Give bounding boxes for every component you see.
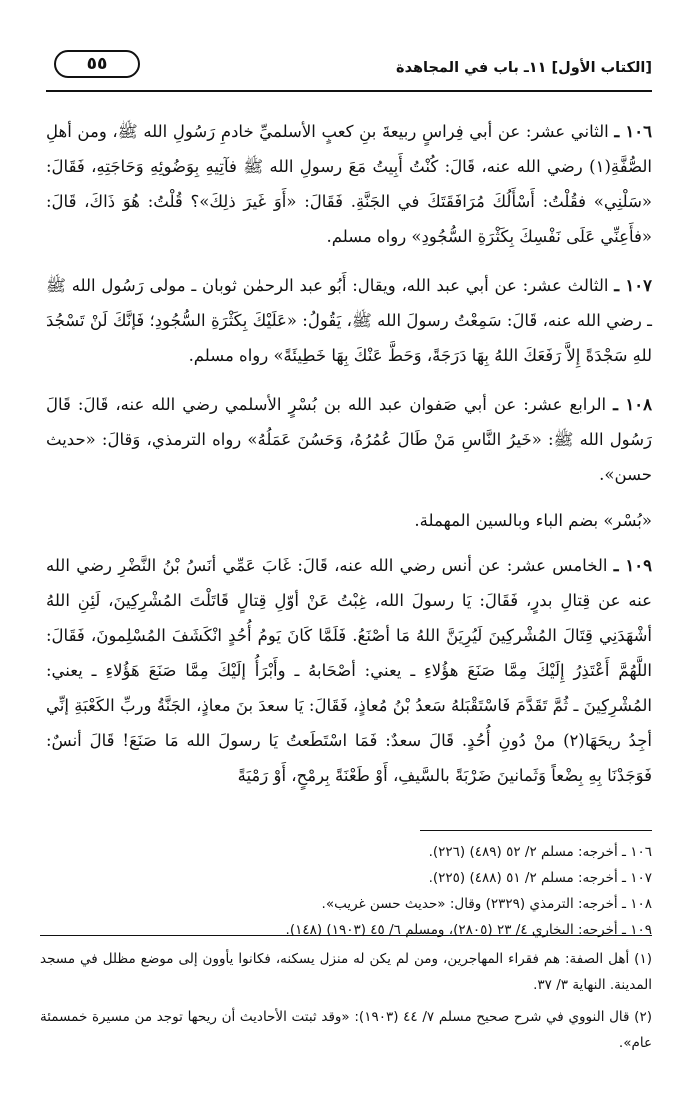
source-line: ١٠٧ ـ أخرجه: مسلم ٢/ ٥١ (٤٨٨) (٢٢٥).	[428, 870, 652, 886]
hadith-106	[46, 114, 652, 254]
page-number-frame	[54, 50, 140, 78]
source-line: ١٠٦ ـ أخرجه: مسلم ٢/ ٥٢ (٤٨٩) (٢٢٦).	[428, 844, 652, 860]
hadith-text: الرابع عشر: عن أبي صَفوان عبد الله بن بُسْرٍ الأسلمي رضي الله عنه، قَالَ: قَالَ رَسُول الله ﷺ: «خَيرُ النَّاسِ مَنْ طَالَ عُمُرُهُ، وَحَسُنَ عَمَلُهُ» رواه الترمذي، وَقالَ: «حديث حسن».	[46, 395, 652, 484]
chapter-title: [الكتاب الأول] ١١ـ باب في المجاهدة	[396, 60, 652, 76]
hadith-109	[46, 548, 652, 793]
hadith-text: الخامس عشر: عن أنس رضي الله عنه، قَالَ: غَابَ عَمِّي أنَسُ بْنُ النَّضْرِ رضي الله عنه عن قِتالِ بدرٍ، فَقَالَ: يَا رسولَ الله، غِبْتُ عَنْ أوّلِ قِتالٍ قَاتَلْتَ المُشْرِكِينَ، لَئِنِ اللهُ أشْهَدَنِي قِتَالَ المُشْركِينَ لَيُرِيَنَّ اللهُ مَا أصْنَعُ. فَلَمَّا كَانَ يَومُ أُحُدٍ انْكَشَفَ المُسْلِمونَ، فَقَالَ: اللَّهُمَّ أَعْتَذِرُ إِلَيْكَ مِمَّا صَنَعَ هؤُلاءِ ـ يعني: أصْحَابهُ ـ وأَبْرَأُ إلَيْكَ مِمَّا صَنَعَ هَؤُلاءِ ـ يعني: المُشْرِكِينَ ـ ثُمَّ تَقَدَّمَ فَاسْتَقْبَلهُ سَعدُ بْنُ مُعاذٍ، فَقَالَ: يَا سعدَ بنَ معاذٍ، الجَنَّةُ وربِّ الكَعْبَةِ إنِّي أجِدُ ريحَهَا(٢) منْ دُونِ أُحُدٍ. قَالَ سعدٌ: فَمَا اسْتَطَعتُ يَا رسولَ الله مَا صَنَعَ! قَالَ أنسٌ: فَوَجَدْنَا بِهِ بِضْعاً وَثَمانينَ ضَرْبَةً بالسَّيفِ، أَوْ طَعْنَةً بِرمْحٍ، أَوْ رَمْيَةً	[46, 556, 652, 785]
hadith-108	[46, 387, 652, 492]
source-line: ١٠٩ ـ أخرجه: البخاري ٤/ ٢٣ (٢٨٠٥)، ومسلم ٦/ ٤٥ (١٩٠٣) (١٤٨).	[285, 922, 652, 938]
page-number: ٥٥	[86, 54, 108, 74]
spelling-note: «بُسْر» بضم الباء وبالسين المهملة.	[414, 511, 652, 530]
header-rule	[46, 90, 652, 92]
hadith-text: الثالث عشر: عن أبي عبد الله، ويقال: أَبُو عبد الرحمٰن ثوبان ـ مولى رَسُول الله ﷺ ـ رضي الله عنه، قَالَ: سَمِعْتُ رسولَ الله ﷺ، يَقُولُ: «عَلَيْكَ بِكَثْرَةِ السُّجُودِ؛ فَإنَّكَ لَنْ تَسْجُدَ للهِ سَجْدَةً إِلاَّ رَفَعَكَ اللهُ بِهَا دَرَجَةً، وَحَطَّ عَنْكَ بِهَا خَطِيئَةً» رواه مسلم.	[46, 276, 652, 365]
footnote-1: (١) أهل الصفة: هم فقراء المهاجرين، ومن لم يكن له منزل يسكنه، فكانوا يأوون إلى موضع مظلل في مسجد المدينة. النهاية ٣/ ٣٧.	[40, 951, 652, 993]
hadith-number: ١٠٨ ـ	[613, 395, 652, 414]
hadith-text: الثاني عشر: عن أبي فِراسٍ ربيعةَ بنِ كعبٍ الأسلميِّ خادمِ رَسُولِ الله ﷺ، ومن أهلِ الصُّفَّةِ(١) رضي الله عنه، قَالَ: كُنْتُ أَبِيتُ مَعَ رسولِ الله ﷺ فآتِيهِ بِوَضُوئِهِ وَحَاجَتِهِ، فَقَالَ: «سَلْنِي» فقُلْتُ: أَسْأَلُكَ مُرَافَقَتَكَ في الجَنَّةِ. فَقَالَ: «أَوَ غَيرَ ذلِكَ»؟ قُلْتُ: هُوَ ذَاكَ، قَالَ: «فأَعِنِّي عَلَى نَفْسِكَ بِكَثْرَةِ السُّجُودِ» رواه مسلم.	[46, 122, 652, 246]
footnote-2: (٢) قال النووي في شرح صحيح مسلم ٧/ ٤٤ (١٩٠٣): «وقد ثبتت الأحاديث أن ريحها توجد من مسيرة خمسمئة عام».	[40, 1009, 652, 1051]
main-text	[46, 114, 652, 807]
source-line: ١٠٨ ـ أخرجه: الترمذي (٢٣٢٩) وقال: «حديث حسن غريب».	[321, 896, 652, 912]
section-divider	[420, 830, 652, 831]
hadith-107	[46, 268, 652, 373]
footnote-divider	[40, 935, 652, 936]
footnotes-section	[40, 935, 652, 1062]
hadith-number: ١٠٩ ـ	[613, 556, 652, 575]
hadith-number: ١٠٧ ـ	[614, 276, 652, 295]
hadith-number: ١٠٦ ـ	[614, 122, 652, 141]
takhrij-section	[46, 830, 652, 943]
page-header	[46, 46, 652, 92]
